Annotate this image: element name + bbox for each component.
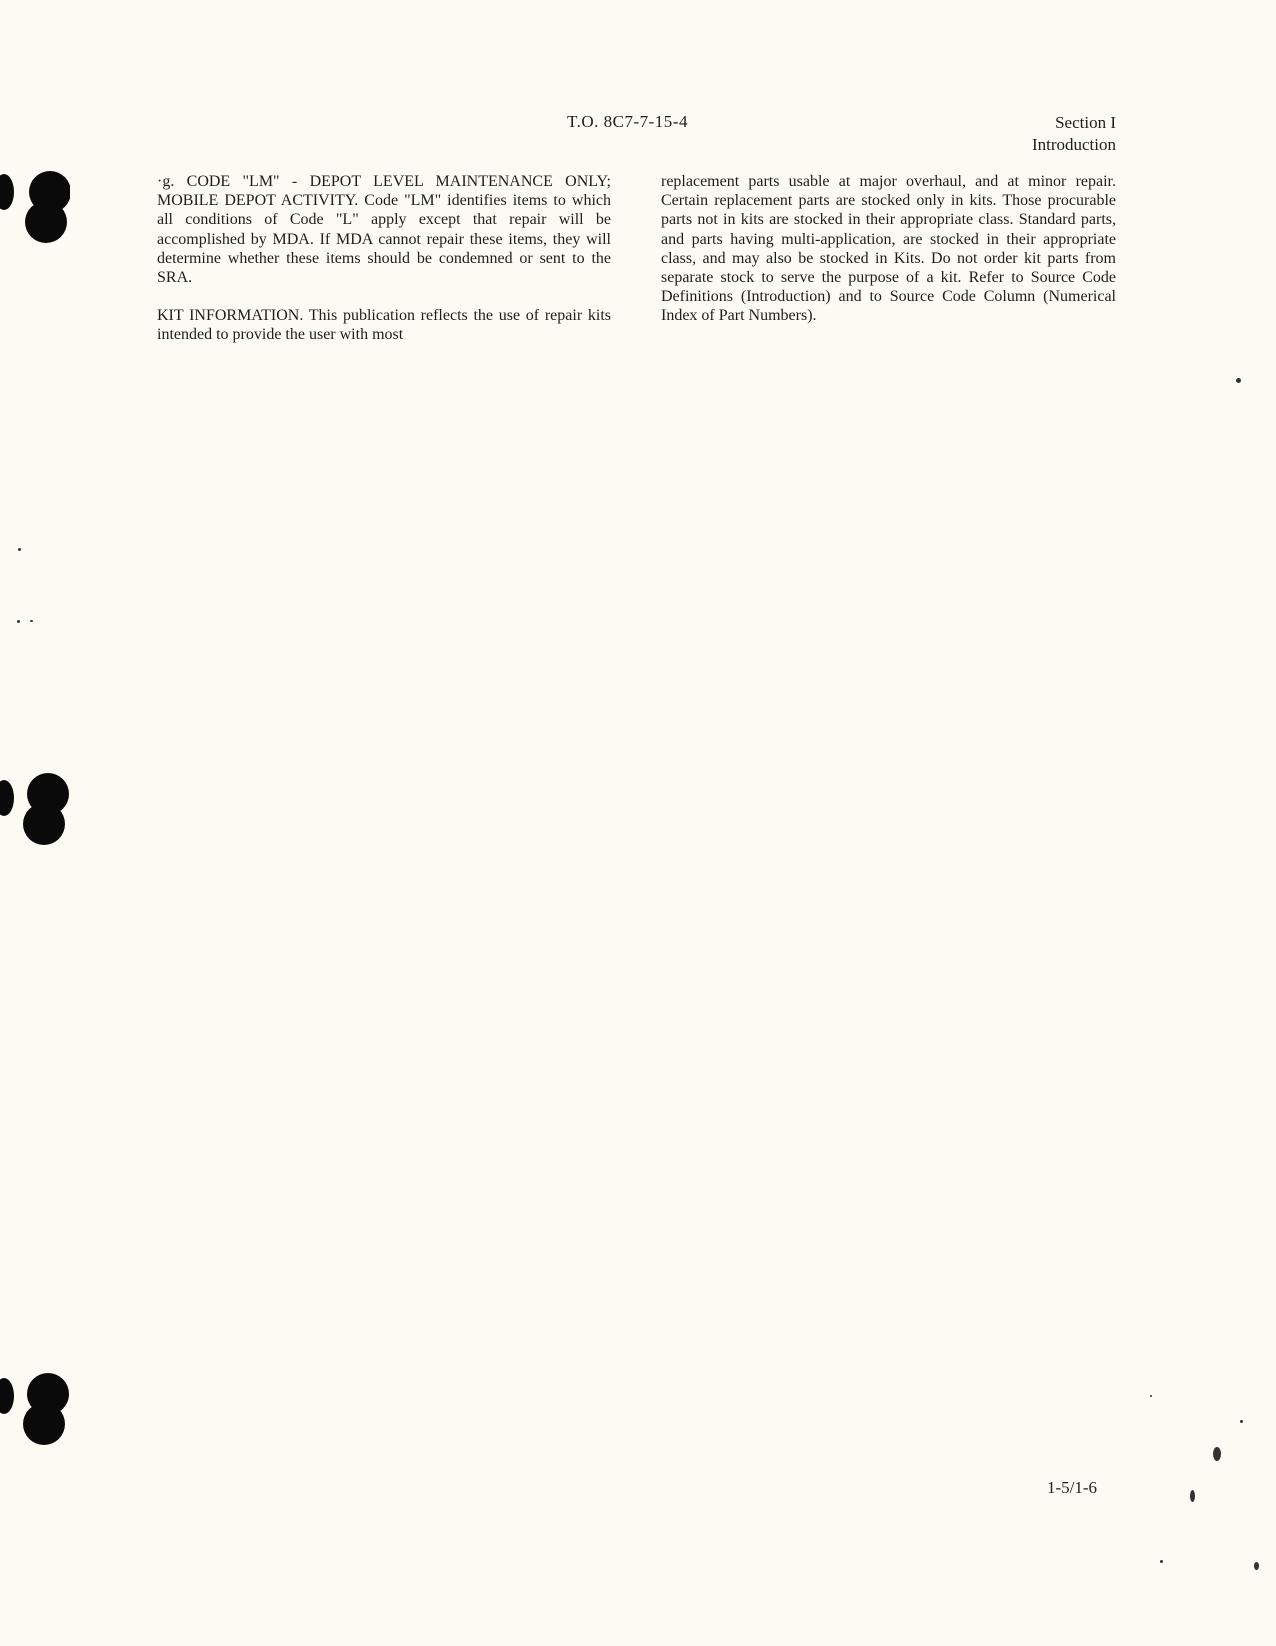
punch-hole-mark-top: [0, 170, 70, 260]
section-number: Section I: [1055, 113, 1116, 132]
page-number: 1-5/1-6: [1047, 1478, 1098, 1497]
paragraph-code-lm: ·g. CODE "LM" - DEPOT LEVEL MAINTENANCE ONLY; MOBILE DEPOT ACTIVITY. Code "LM" identifies items to which all conditions of Code "L" apply except that repair will be accomplished by MDA. If MDA cannot repair these items, they will determine whether these items should be condemned or sent to the SRA.: [157, 173, 611, 287]
paragraph-kit-continued: replacement parts usable at major overhaul, and at minor repair. Certain replacement parts are stocked only in kits. Those procurable parts not in kits are stocked in their appropriate class. Standard parts, and parts having multi-application, are stocked in their appropriate class, and may also be stocked in Kits. Do not order kit parts from separate stock to serve the purpose of a kit. Refer to Source Code Definitions (Introduction) and to Source Code Column (Numerical Index of Part Numbers).: [661, 173, 1116, 325]
scan-speck: [1254, 1562, 1259, 1570]
section-header: [1032, 112, 1116, 156]
kit-information-heading: KIT INFORMATION.: [157, 307, 304, 325]
scan-speck: [1236, 378, 1241, 383]
scan-speck: [17, 620, 20, 623]
punch-hole-mark-bottom: [0, 1372, 70, 1462]
scan-speck: [1240, 1420, 1243, 1423]
scan-speck: [1150, 1395, 1152, 1397]
scan-speck: [1160, 1560, 1163, 1563]
left-column: [157, 172, 611, 364]
kit-information-text: This publication reflects the use of repair kits intended to provide the user with most: [157, 307, 612, 344]
scan-speck: [1213, 1447, 1221, 1461]
right-column: [661, 172, 1116, 345]
section-title: Introduction: [1031, 135, 1116, 154]
scan-speck: [18, 548, 21, 551]
paragraph-kit-information: [157, 306, 611, 344]
scan-speck: [1190, 1490, 1195, 1502]
technical-order-number: T.O. 8C7-7-15-4: [567, 112, 688, 131]
scan-speck: [30, 620, 33, 622]
punch-hole-mark-middle: [0, 772, 70, 862]
